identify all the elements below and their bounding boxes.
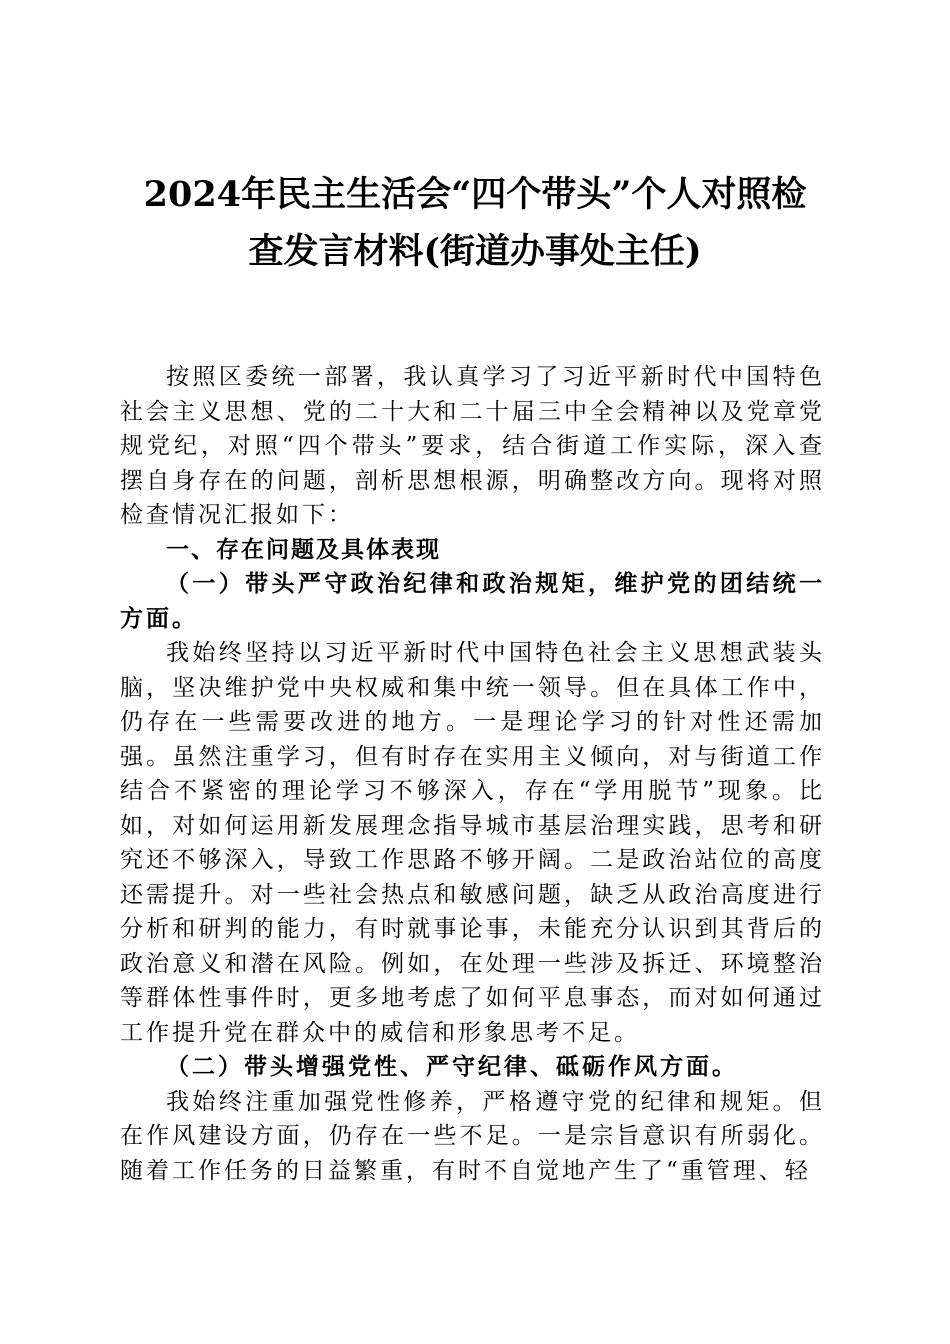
body-paragraph-2: 我始终注重加强党性修养，严格遵守党的纪律和规矩。但在作风建设方面，仍存在一些不足。一是宗旨意识有所弱化。随着工作任务的日益繁重，有时不自觉地产生了“重管理、轻	[120, 1088, 825, 1184]
subsection-heading-1: （一）带头严守政治纪律和政治规矩，维护党的团结统一方面。	[120, 570, 825, 632]
document-title	[80, 166, 870, 280]
document-body	[120, 360, 825, 1188]
body-paragraph-1: 我始终坚持以习近平新时代中国特色社会主义思想武装头脑，坚决维护党中央权威和集中统一领导。但在具体工作中，仍存在一些需要改进的地方。一是理论学习的针对性还需加强。虽然注重学习，但有时存在实用主义倾向，对与街道工作结合不紧密的理论学习不够深入，存在“学用脱节”现象。比如，对如何运用新发展理念指导城市基层治理实践，思考和研究还不够深入，导致工作思路不够开阔。二是政治站位的高度还需提升。对一些社会热点和敏感问题，缺乏从政治高度进行分析和研判的能力，有时就事论事，未能充分认识到其背后的政治意义和潜在风险。例如，在处理一些涉及拆迁、环境整治等群体性事件时，更多地考虑了如何平息事态，而对如何通过工作提升党在群众中的威信和形象思考不足。	[120, 640, 825, 1046]
title-line-2: 查发言材料(街道办事处主任)	[248, 231, 702, 272]
intro-paragraph: 按照区委统一部署，我认真学习了习近平新时代中国特色社会主义思想、党的二十大和二十届三中全会精神以及党章党规党纪，对照“四个带头”要求，结合街道工作实际，深入查摆自身存在的问题，剖析思想根源，明确整改方向。现将对照检查情况汇报如下：	[120, 364, 825, 528]
title-line-1: 2024年民主生活会“四个带头”个人对照检	[143, 174, 807, 215]
subsection-heading-2: （二）带头增强党性、严守纪律、砥砺作风方面。	[166, 1053, 738, 1080]
section-heading-1: 一、存在问题及具体表现	[166, 536, 441, 563]
